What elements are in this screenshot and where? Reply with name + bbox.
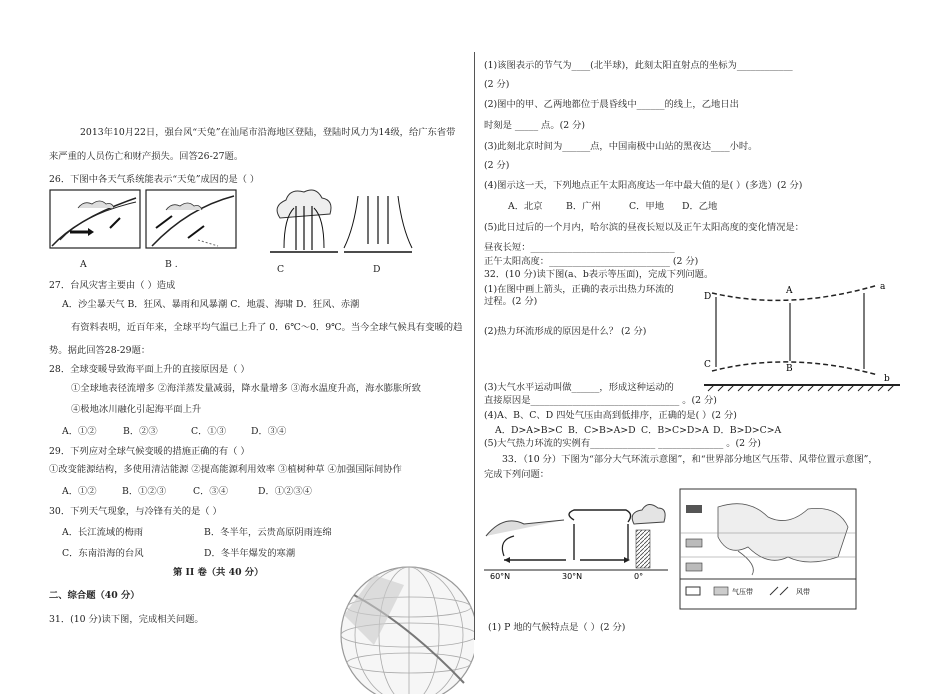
q31-part3: (3)此刻北京时间为______点，中国南极中山站的黑夜达____小时。 [484, 141, 758, 152]
atmospheric-circulation-figure [484, 500, 670, 580]
q30-option-d: D．冬半年爆发的寒潮 [204, 548, 296, 559]
lat-30n: 30°N [562, 572, 583, 580]
q31-part1-score: (2 分) [484, 79, 510, 90]
q32-part2: (2)热力环流形成的原因是什么？ (2 分) [484, 326, 647, 337]
question-26: 26．下图中各天气系统能表示“天兔”成因的是（ ） [49, 174, 260, 185]
globe-figure [334, 555, 474, 694]
q31-part4-option-d: D．乙地 [682, 201, 718, 212]
q31-part4-option-b: B．广州 [566, 201, 601, 212]
q32-part3-line2: 直接原因是________________________________ 。(2 分) [484, 395, 717, 406]
typhoon-intro-line2: 来严重的人员伤亡和财产损失。回答26-27题。 [49, 151, 244, 162]
section-2-heading: 二、综合题（40 分） [49, 590, 140, 601]
q31-part1: (1)该图表示的节气为____(北半球)，此刻太阳直射点的坐标为____________ [484, 60, 793, 71]
question-30: 30．下列天气现象，与冷锋有关的是（ ） [49, 506, 222, 517]
q31-part5-sun-altitude: 正午太阳高度：__________________________ (2 分) [484, 256, 699, 267]
typhoon-intro-line1: 2013年10月22日，强台风“天兔”在汕尾市沿海地区登陆，登陆时风力为14级，给广东省带 [80, 127, 456, 138]
q31-part4: (4)图示这一天，下列地点正午太阳高度达一年中最大值的是( ）(多选）(2 分) [484, 180, 803, 191]
question-33-line1: 33．（10 分）下图为“部分大气环流示意图”，和“世界部分地区气压带、风带位置示意图”， [502, 454, 878, 465]
q30-option-c: C．东南沿海的台风 [62, 548, 144, 559]
q31-part2-line2: 时刻是 _____ 点。(2 分) [484, 120, 586, 131]
q31-part5: (5)此日过后的一个月内，哈尔滨的昼夜长短以及正午太阳高度的变化情况是： [484, 222, 804, 233]
question-31: 31．(10 分)读下图，完成相关问题。 [49, 614, 204, 625]
q32-part1-line1: (1)在图中画上箭头，正确的表示出热力环流的 [484, 284, 674, 295]
q29-option-c: C．③④ [193, 486, 229, 497]
legend-wind-belt: 风带 [796, 588, 810, 596]
question-28: 28．全球变暖导致海平面上升的直接原因是（ ） [49, 364, 250, 375]
q30-option-b: B．冬半年，云贵高原阴雨连绵 [204, 527, 332, 538]
question-27-options: A．沙尘暴天气 B．狂风、暴雨和风暴潮 C．地震、海啸 D．狂风、赤潮 [62, 299, 360, 310]
lat-60n: 60°N [490, 572, 511, 580]
q33-part1: (1) P 地的气候特点是（ ）(2 分) [488, 622, 626, 633]
fig32-label-b: B [786, 364, 793, 374]
q29-option-b: B．①②③ [122, 486, 167, 497]
q28-option-c: C．①③ [191, 426, 227, 437]
warming-intro-line1: 有资料表明，近百年来，全球平均气温已上升了 0．6℃～0．9℃。当今全球气候具有变暖的趋 [71, 322, 463, 333]
question-29: 29．下列应对全球气候变暖的措施正确的有（ ） [49, 446, 250, 457]
lat-0: 0° [634, 572, 644, 580]
q32-part4-option-a: A．D>A>B>C [495, 425, 563, 436]
q31-part4-option-c: C．甲地 [629, 201, 665, 212]
question-27: 27．台风灾害主要由（ ）造成 [49, 280, 176, 291]
subsidence-diagram-d [344, 196, 412, 252]
fig32-label-d: D [704, 292, 712, 302]
q31-part5-daylength: 昼夜长短：_______________________________ [484, 242, 675, 253]
q28-option-b: B．②③ [123, 426, 158, 437]
q31-part2-line1: (2)图中的甲、乙两地都位于晨昏线中______的线上，乙地日出 [484, 99, 739, 110]
q28-option-d: D．③④ [251, 426, 287, 437]
fig26-label-a: A [80, 259, 87, 270]
q31-part4-option-a: A．北京 [508, 201, 543, 212]
question-32: 32．(10 分)读下图(a、b表示等压面)，完成下列问题。 [484, 269, 714, 280]
warming-intro-line2: 势。据此回答28-29题： [49, 345, 151, 356]
weather-systems-figure [48, 188, 418, 278]
q32-part5: (5)大气热力环流的实例有______________ ______________ 。(2 分) [484, 438, 761, 449]
fig26-label-d: D [373, 264, 381, 275]
legend-pressure-belt: 气压带 [732, 588, 753, 596]
question-29-statements: ①改变能源结构，多使用清洁能源 ②提高能源利用效率 ③植树种草 ④加强国际间协作 [49, 464, 402, 475]
q29-option-d: D．①②③④ [258, 486, 312, 497]
q32-part4-option-d: D．B>D>C>A [713, 425, 782, 436]
q32-part3-line1: (3)大气水平运动叫做______，形成这种运动的 [484, 382, 674, 393]
fig32-label-upper-a: a [880, 282, 886, 292]
question-28-statements-2: ④极地冰川融化引起海平面上升 [71, 404, 202, 415]
q32-part1-line2: 过程。(2 分) [484, 296, 538, 307]
question-28-statements-1: ①全球地表径流增多 ②海洋蒸发量减弱，降水量增多 ③海水温度升高，海水膨胀所致 [71, 383, 421, 394]
section-title: 第 II 卷（共 40 分） [173, 567, 264, 578]
q29-option-a: A．①② [62, 486, 97, 497]
thermal-circulation-figure [700, 275, 905, 395]
q32-part4-option-b: B．C>B>A>D [568, 425, 636, 436]
convection-diagram-c [270, 190, 338, 252]
q32-part4-option-c: C．B>C>D>A [641, 425, 709, 436]
front-diagram-b [146, 190, 236, 248]
fig32-label-a: A [786, 286, 793, 296]
fig26-label-b: B . [165, 259, 178, 270]
fig32-label-lower-b: b [884, 374, 890, 384]
question-33-line2: 完成下列问题： [484, 469, 550, 480]
q28-option-a: A．①② [62, 426, 97, 437]
q30-option-a: A．长江流域的梅雨 [62, 527, 144, 538]
q32-part4: (4)A、B、C、D 四处气压由高到低排序，正确的是( ）(2 分) [484, 410, 737, 421]
fig26-label-c: C [277, 264, 285, 275]
q31-part3-score: (2 分) [484, 160, 510, 171]
column-divider [474, 52, 475, 640]
fig32-label-c: C [704, 360, 711, 370]
world-pressure-wind-map [678, 487, 858, 611]
front-diagram-a [50, 190, 140, 248]
